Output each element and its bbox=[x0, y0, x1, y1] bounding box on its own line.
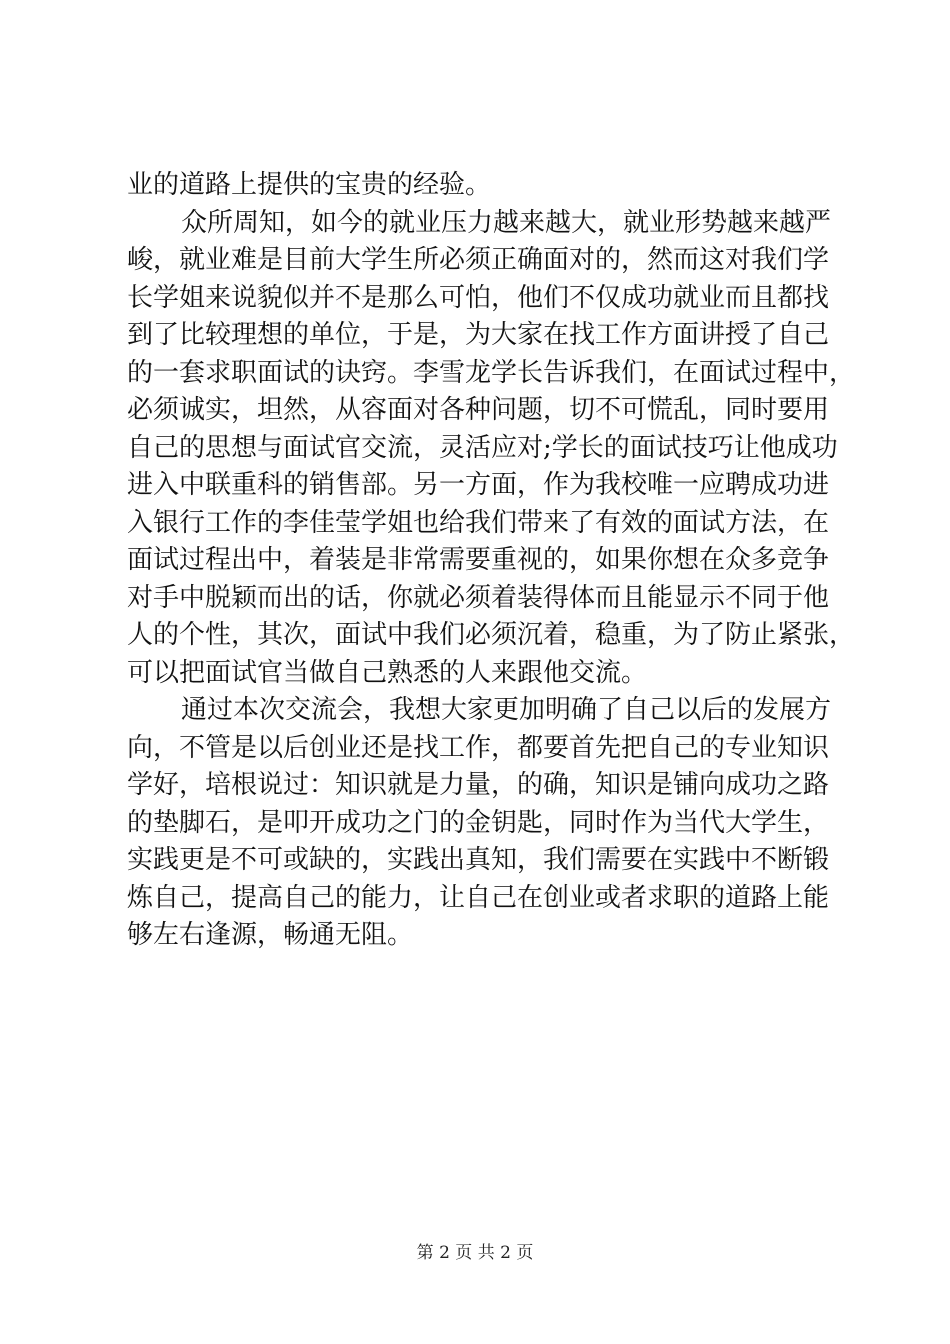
text-line: 进入中联重科的销售部。另一方面，作为我校唯一应聘成功进 bbox=[127, 470, 830, 500]
text-line: 炼自己，提高自己的能力，让自己在创业或者求职的道路上能 bbox=[127, 882, 830, 913]
text-line: 必须诚实，坦然，从容面对各种问题，切不可慌乱，同时要用 bbox=[127, 395, 830, 425]
text-line: 的一套求职面试的诀窍。李雪龙学长告诉我们，在面试过程中， bbox=[127, 357, 856, 388]
text-line: 的垫脚石，是叩开成功之门的金钥匙，同时作为当代大学生， bbox=[127, 807, 830, 838]
text-line: 实践更是不可或缺的，实践出真知，我们需要在实践中不断锻 bbox=[127, 845, 830, 875]
text-line: 自己的思想与面试官交流，灵活应对;学长的面试技巧让他成功 bbox=[127, 432, 838, 463]
text-line: 可以把面试官当做自己熟悉的人来跟他交流。 bbox=[127, 657, 648, 688]
page-number-label: 第 2 页 共 2 页 bbox=[416, 1243, 534, 1263]
text-line: 学好，培根说过：知识就是力量，的确，知识是铺向成功之路 bbox=[127, 770, 830, 800]
text-line: 峻，就业难是目前大学生所必须正确面对的，然而这对我们学 bbox=[127, 245, 830, 275]
paragraph-first-line: 通过本次交流会，我想大家更加明确了自己以后的发展方 bbox=[181, 695, 832, 725]
page-footer bbox=[0, 1242, 950, 1264]
text-line: 对手中脱颖而出的话，你就必须着装得体而且能显示不同于他 bbox=[127, 582, 830, 613]
body-text bbox=[127, 167, 856, 955]
paragraph-first-line: 众所周知，如今的就业压力越来越大，就业形势越来越严 bbox=[181, 207, 832, 238]
text-line: 长学姐来说貌似并不是那么可怕，他们不仅成功就业而且都找 bbox=[127, 282, 830, 313]
text-line: 人的个性，其次，面试中我们必须沉着，稳重，为了防止紧张， bbox=[127, 620, 856, 650]
text-line: 入银行工作的李佳莹学姐也给我们带来了有效的面试方法，在 bbox=[127, 507, 830, 538]
text-line: 够左右逢源，畅通无阻。 bbox=[127, 920, 414, 950]
text-line: 到了比较理想的单位，于是，为大家在找工作方面讲授了自己 bbox=[127, 320, 830, 350]
text-line: 面试过程出中，着装是非常需要重视的，如果你想在众多竞争 bbox=[127, 545, 830, 575]
text-line: 业的道路上提供的宝贵的经验。 bbox=[127, 170, 492, 200]
text-line: 向，不管是以后创业还是找工作，都要首先把自己的专业知识 bbox=[127, 732, 830, 763]
